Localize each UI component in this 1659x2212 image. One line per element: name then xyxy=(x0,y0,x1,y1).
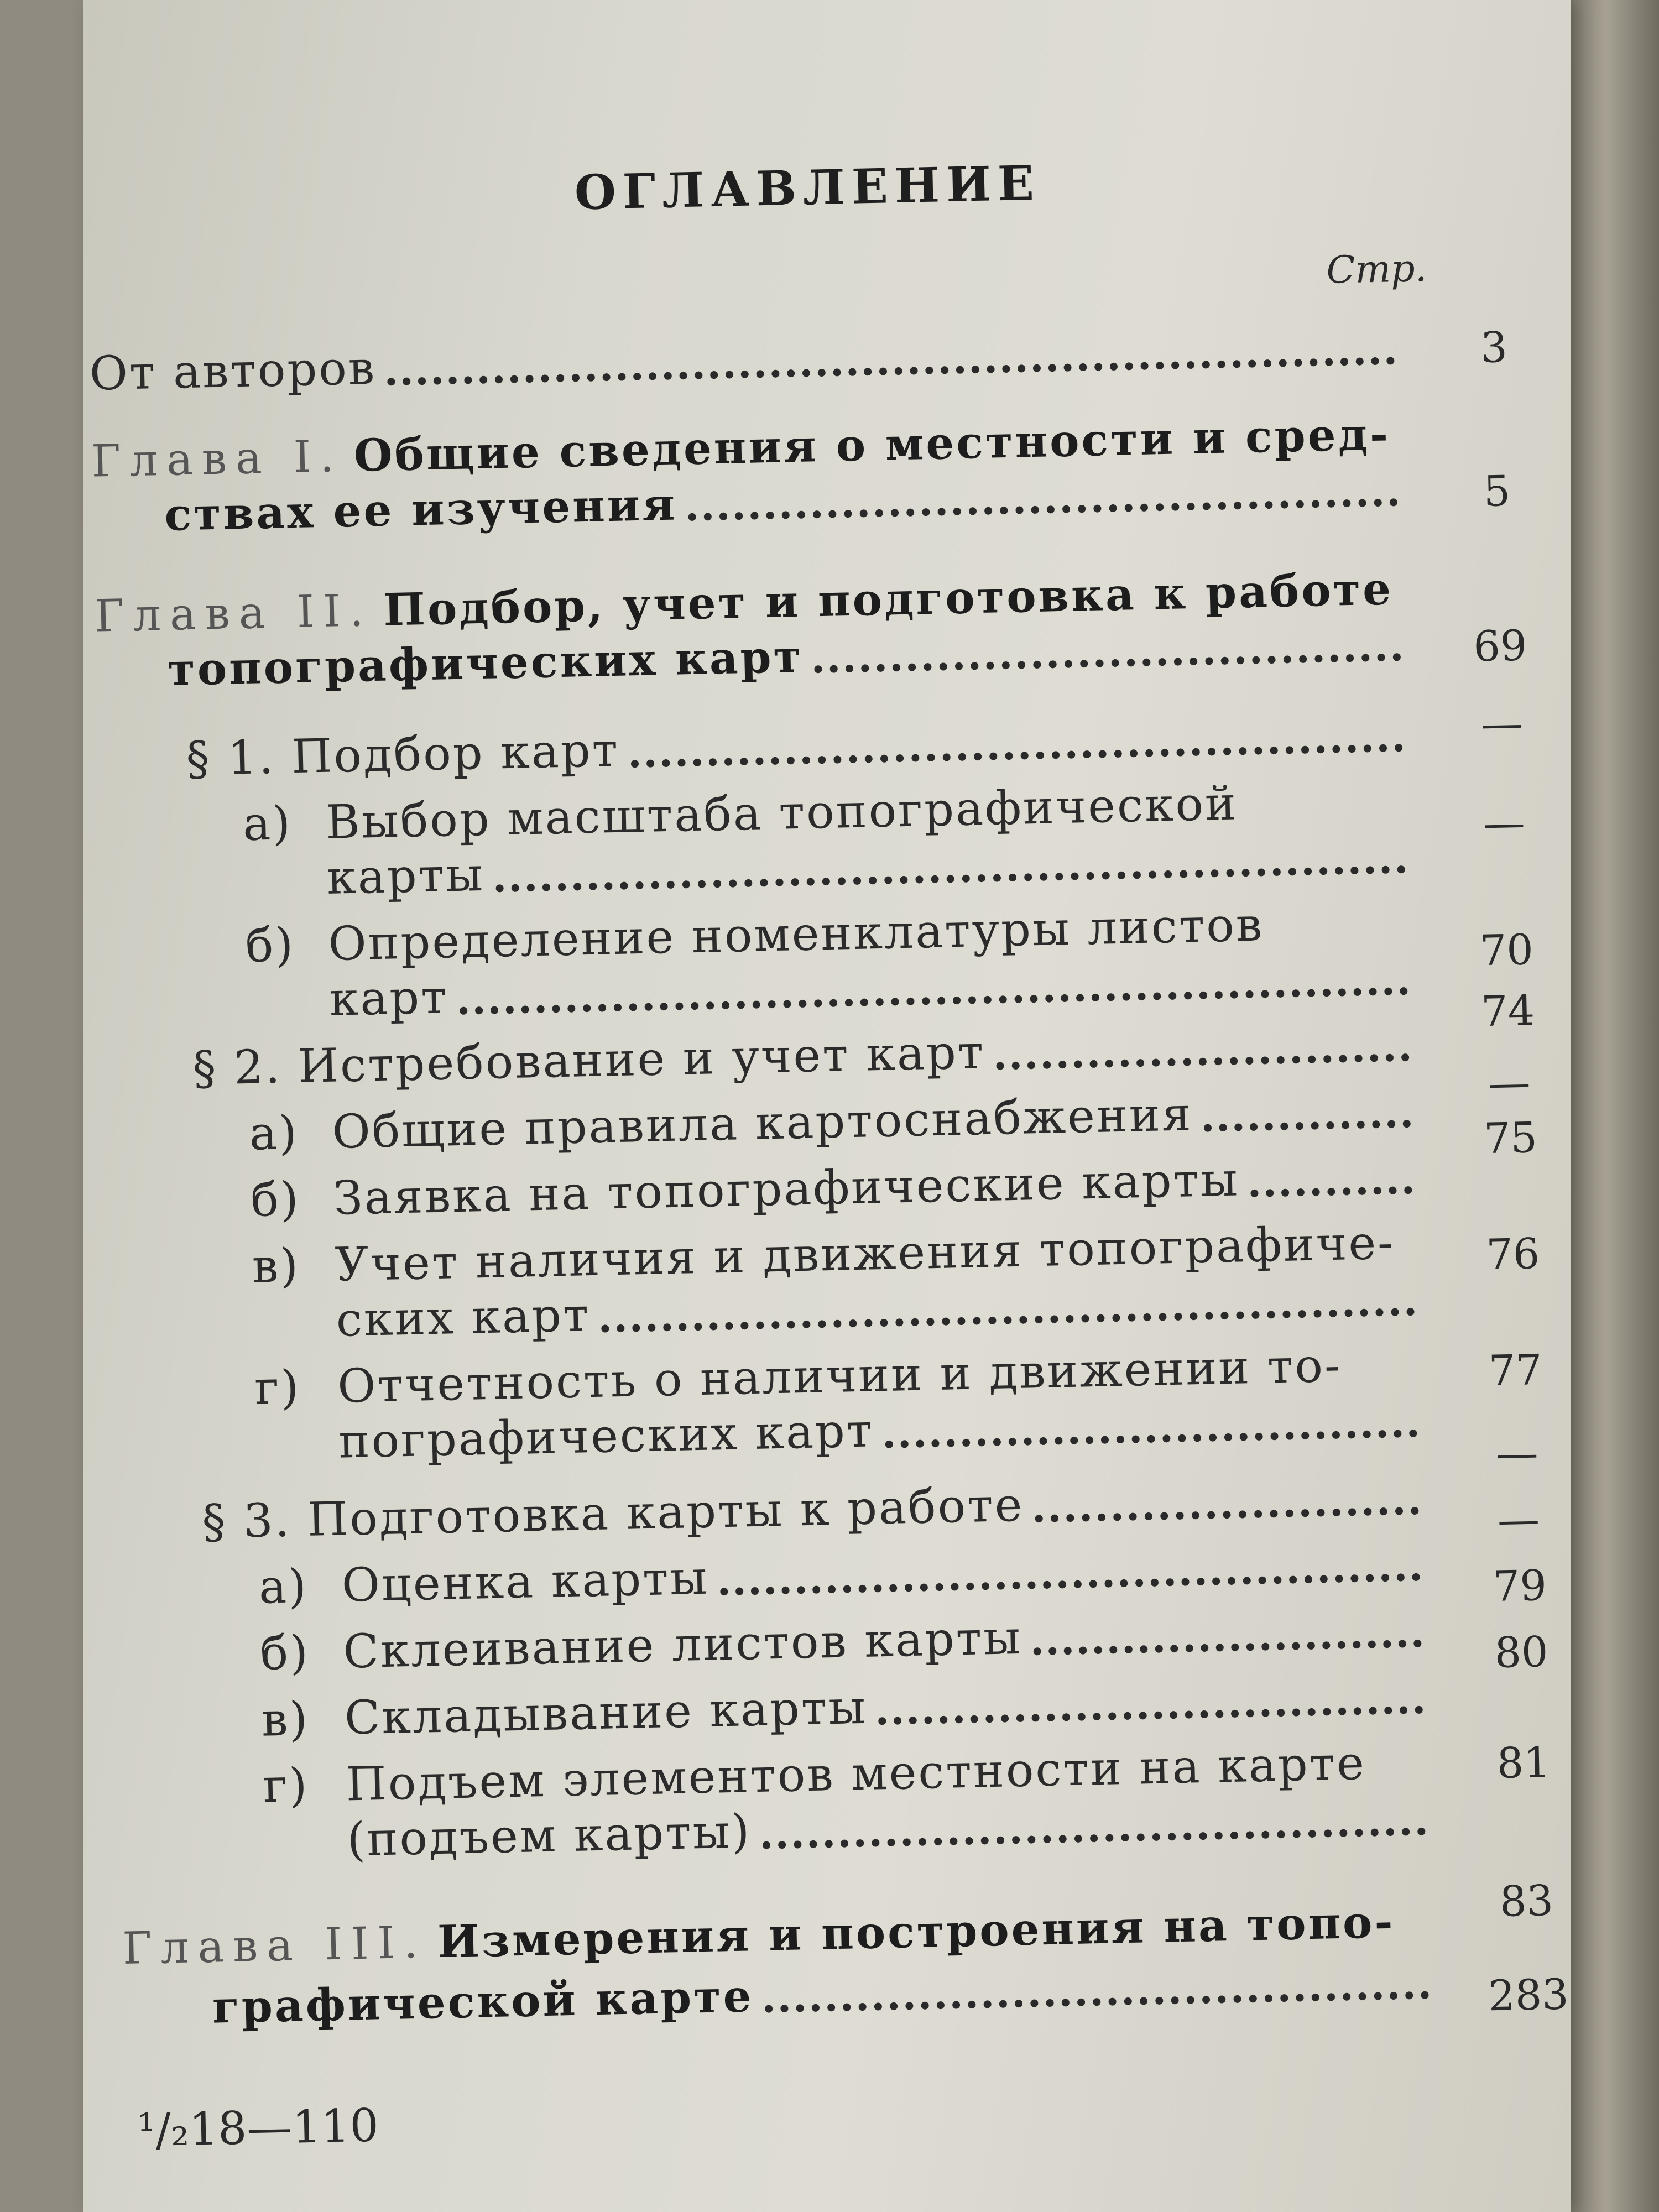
sub-marker: а) xyxy=(248,1105,299,1161)
sub-marker: г) xyxy=(262,1757,310,1813)
toc-page-number: 69 xyxy=(1473,620,1528,671)
leader-dots xyxy=(1035,1507,1419,1523)
section-title: § 1. Подбор карт xyxy=(185,722,620,786)
leader-dots xyxy=(720,1573,1420,1596)
toc-page-number: 77 xyxy=(1488,1345,1543,1396)
toc-entry-text: От авторов xyxy=(88,340,377,401)
toc-page-number: 75 xyxy=(1483,1113,1538,1164)
section-title: § 2. Истребование и учет карт xyxy=(192,1025,986,1096)
leader-dots xyxy=(878,1706,1423,1725)
leader-dots xyxy=(1033,1640,1421,1656)
chapter-title: Подбор, учет и подготовка к работе xyxy=(383,562,1394,636)
toc-page-number: — xyxy=(1495,1428,1539,1478)
chapter-title-cont: ствах ее изучения xyxy=(164,478,678,541)
leader-dots xyxy=(765,1991,1429,2013)
chapter-prefix: Глава I. xyxy=(91,430,343,487)
sub-marker: а) xyxy=(258,1558,309,1614)
leader-dots xyxy=(688,498,1397,521)
leader-dots xyxy=(630,744,1402,768)
toc-page-number: — xyxy=(1482,797,1526,848)
subentry-title: Оценка карты xyxy=(341,1550,709,1613)
sub-marker: б) xyxy=(259,1625,310,1681)
toc-entry-preface xyxy=(89,319,1406,401)
subentry-title-cont: карты xyxy=(326,847,485,905)
subentry-title-cont: пографических карт xyxy=(338,1403,875,1469)
leader-dots xyxy=(1250,1186,1412,1197)
toc-page-number: 70 xyxy=(1479,925,1534,975)
leader-dots xyxy=(1204,1120,1411,1132)
toc-page-number: 79 xyxy=(1493,1560,1547,1611)
book-page xyxy=(83,0,1571,2212)
toc-page-number-extra: 283 xyxy=(1488,1969,1569,2021)
toc-page-number: 81 xyxy=(1496,1737,1551,1788)
leader-dots xyxy=(460,987,1408,1015)
toc-page-number: 76 xyxy=(1485,1229,1541,1280)
toc-entry-section-3 xyxy=(201,1469,1430,1548)
toc-entry-section-1 xyxy=(186,706,1415,786)
subentry-title-cont: (подъем карты) xyxy=(346,1804,752,1867)
leader-dots xyxy=(495,865,1405,892)
chapter-prefix: Глава II. xyxy=(94,585,373,642)
subentry-title: Подъем элементов местности на карте xyxy=(345,1735,1366,1812)
leader-dots xyxy=(996,1053,1409,1070)
toc-subentry-3c xyxy=(261,1668,1434,1746)
toc-subentry-3a xyxy=(258,1535,1432,1614)
leader-dots xyxy=(763,1828,1426,1849)
page-column-label: Стр. xyxy=(1326,247,1428,293)
toc-page-number: — xyxy=(1497,1494,1540,1545)
subentry-title: Выбор масштаба топографической xyxy=(325,776,1238,849)
toc-page-number: 5 xyxy=(1483,466,1511,516)
leader-dots xyxy=(602,1308,1415,1333)
subentry-title: Складывание карты xyxy=(343,1679,868,1745)
subentry-title: Склеивание листов карты xyxy=(342,1610,1022,1679)
toc-entry-section-2 xyxy=(192,1016,1421,1095)
toc-page-number: 74 xyxy=(1480,985,1535,1036)
sub-marker: б) xyxy=(244,917,296,973)
sub-marker: г) xyxy=(254,1360,301,1415)
sub-marker: в) xyxy=(260,1691,310,1747)
sub-marker: в) xyxy=(251,1238,300,1293)
chapter-title: Измерения и построения на топо- xyxy=(437,1895,1396,1968)
toc-page-number: 83 xyxy=(1499,1875,1554,1926)
toc-page-number: — xyxy=(1480,698,1524,749)
chapter-title: Общие сведения о местности и сред- xyxy=(353,408,1391,482)
subentry-title-cont: ских карт xyxy=(335,1287,591,1347)
toc-page-number: 80 xyxy=(1494,1626,1549,1677)
subentry-title: Определение номенклатуры листов xyxy=(327,897,1265,971)
toc-subentry-2a xyxy=(249,1082,1422,1161)
subentry-title: Отчетность о наличии и движении то- xyxy=(337,1338,1343,1413)
chapter-title-cont: топографических карт xyxy=(167,630,804,696)
subentry-title: Заявка на топографические карты xyxy=(333,1152,1240,1225)
toc-subentry-2b xyxy=(250,1149,1423,1227)
sub-marker: б) xyxy=(250,1172,301,1227)
table-of-contents xyxy=(83,0,1571,2212)
leader-dots xyxy=(885,1430,1417,1448)
chapter-prefix: Глава III. xyxy=(122,1916,427,1975)
sub-marker: а) xyxy=(242,796,293,852)
toc-page-number: 3 xyxy=(1480,322,1508,372)
book-page-edge xyxy=(1571,0,1659,2212)
subentry-title: Общие правила картоснабжения xyxy=(331,1087,1193,1159)
section-title: § 3. Подготовка карты к работе xyxy=(201,1477,1025,1549)
chapter-title-cont: графической карте xyxy=(211,1970,754,2033)
page-title: ОГЛАВЛЕНИЕ xyxy=(573,155,1041,221)
subentry-title-cont: карт xyxy=(328,969,449,1026)
subentry-title: Учет наличия и движения топографиче- xyxy=(334,1215,1396,1292)
toc-subentry-3b xyxy=(259,1601,1433,1680)
printer-signature-code: ¹/₂18—110 xyxy=(137,2099,379,2157)
leader-dots xyxy=(387,357,1395,385)
toc-page-number: — xyxy=(1488,1057,1531,1108)
leader-dots xyxy=(814,653,1401,673)
